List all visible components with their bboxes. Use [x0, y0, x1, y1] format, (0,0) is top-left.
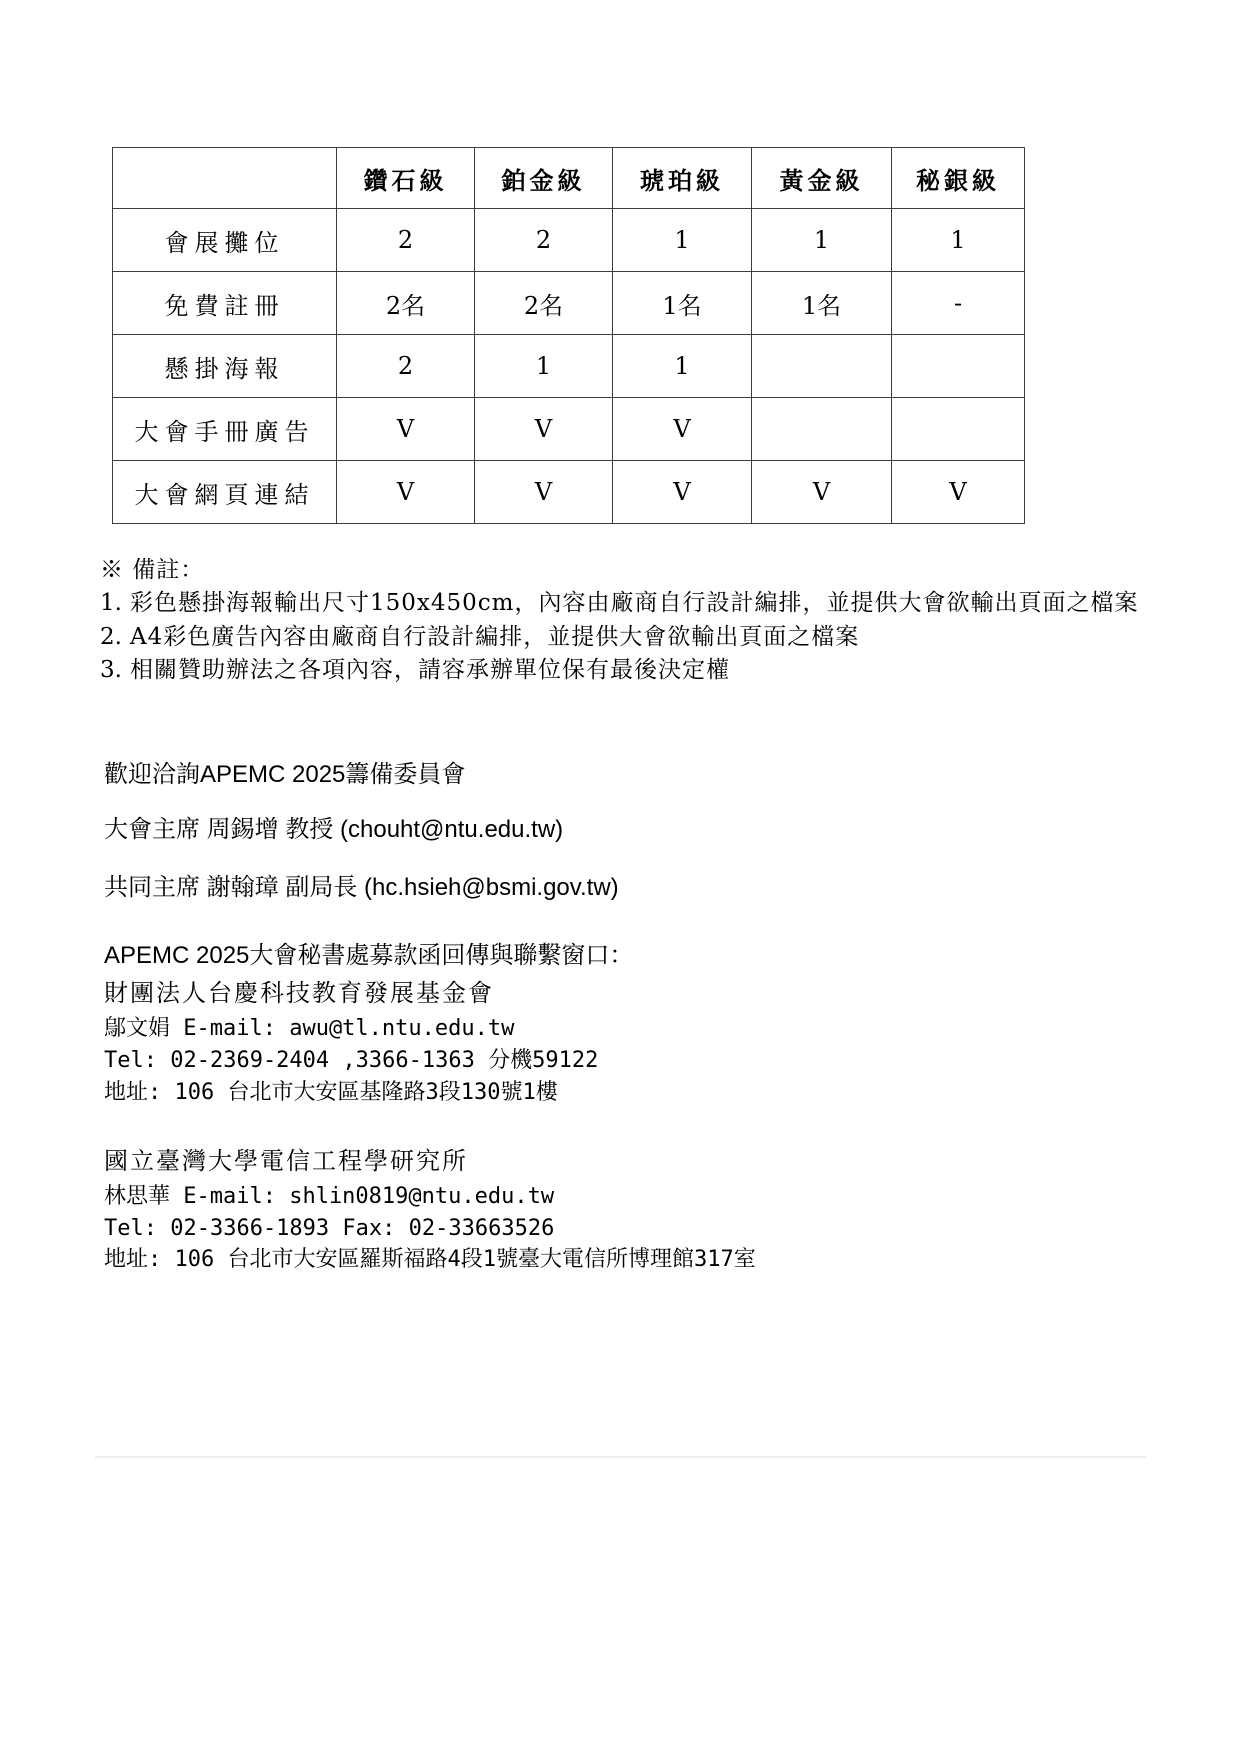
table-cell [752, 398, 892, 461]
table-cell: V [475, 461, 613, 524]
table-cell: V [613, 461, 752, 524]
note-number: 2. [100, 624, 122, 650]
note-text: 相關贊助辦法之各項內容，請容承辦單位保有最後決定權 [130, 657, 730, 683]
table-cell: 2 [475, 209, 613, 272]
table-cell: V [337, 461, 475, 524]
page-bottom-divider [95, 1456, 1146, 1458]
table-cell: 1 [892, 209, 1025, 272]
table-cell: V [613, 398, 752, 461]
table-cell: 1名 [752, 272, 892, 335]
table-cell: 2 [337, 335, 475, 398]
note-text: 彩色懸掛海報輸出尺寸150x450cm，內容由廠商自行設計編排，並提供大會欲輸出頁面之檔案 [130, 590, 1139, 616]
table-cell: V [337, 398, 475, 461]
table-cell: 2 [337, 209, 475, 272]
row-label-free-registration: 免費註冊 [113, 272, 337, 335]
notes-title: ※ 備註： [100, 557, 205, 583]
table-row-free-registration [113, 272, 1025, 335]
sponsorship-benefits-table [112, 147, 1025, 524]
table-row-website-link [113, 461, 1025, 524]
table-cell: 1 [613, 335, 752, 398]
org2-name: 國立臺灣大學電信工程學研究所 [104, 1147, 468, 1175]
contact-welcome-line: 歡迎洽詢APEMC 2025籌備委員會 [104, 761, 466, 788]
table-corner-cell [113, 148, 337, 209]
table-cell: 1 [752, 209, 892, 272]
table-row-handbook-ad [113, 398, 1025, 461]
org1-email-line: 鄔文娟 E-mail: awu@tl.ntu.edu.tw [104, 1016, 515, 1041]
note-number: 1. [100, 590, 122, 616]
table-cell: V [475, 398, 613, 461]
note-number: 3. [100, 657, 122, 683]
note-item-3 [100, 656, 730, 684]
org2-tel-line: Tel: 02-3366-1893 Fax: 02-33663526 [104, 1216, 555, 1241]
table-cell: - [892, 272, 1025, 335]
table-cell: V [892, 461, 1025, 524]
org1-address-line: 地址: 106 台北市大安區基隆路3段130號1樓 [104, 1080, 558, 1105]
row-label-website-link: 大會網頁連結 [113, 461, 337, 524]
table-cell: 1 [475, 335, 613, 398]
table-cell [892, 398, 1025, 461]
org1-name: 財團法人台慶科技教育發展基金會 [104, 979, 494, 1007]
column-header-platinum: 鉑金級 [475, 148, 613, 209]
org2-email-line: 林思華 E-mail: shlin0819@ntu.edu.tw [104, 1184, 555, 1209]
note-item-2 [100, 623, 859, 651]
row-label-handbook-ad: 大會手冊廣告 [113, 398, 337, 461]
row-label-hanging-poster: 懸掛海報 [113, 335, 337, 398]
secretariat-title: APEMC 2025大會秘書處募款函回傳與聯繫窗口： [104, 942, 634, 969]
table-cell: 1名 [613, 272, 752, 335]
org1-tel-line: Tel: 02-2369-2404 ,3366-1363 分機59122 [104, 1048, 599, 1073]
table-cell: 1 [613, 209, 752, 272]
table-header-row [113, 148, 1025, 209]
column-header-diamond: 鑽石級 [337, 148, 475, 209]
note-item-1 [100, 589, 1138, 617]
table-cell [892, 335, 1025, 398]
column-header-amber: 琥珀級 [613, 148, 752, 209]
column-header-gold: 黃金級 [752, 148, 892, 209]
column-header-mithril: 秘銀級 [892, 148, 1025, 209]
table-cell [752, 335, 892, 398]
table-row-hanging-poster [113, 335, 1025, 398]
table-cell: 2名 [475, 272, 613, 335]
table-cell: 2名 [337, 272, 475, 335]
row-label-booth: 會展攤位 [113, 209, 337, 272]
note-text: A4彩色廣告內容由廠商自行設計編排，並提供大會欲輸出頁面之檔案 [130, 624, 860, 650]
org2-address-line: 地址: 106 台北市大安區羅斯福路4段1號臺大電信所博理館317室 [104, 1247, 756, 1272]
contact-chair-line: 大會主席 周錫增 教授 (chouht@ntu.edu.tw) [104, 816, 564, 843]
table-row-booth [113, 209, 1025, 272]
contact-cochair-line: 共同主席 謝翰璋 副局長 (hc.hsieh@bsmi.gov.tw) [104, 874, 619, 901]
table-cell: V [752, 461, 892, 524]
